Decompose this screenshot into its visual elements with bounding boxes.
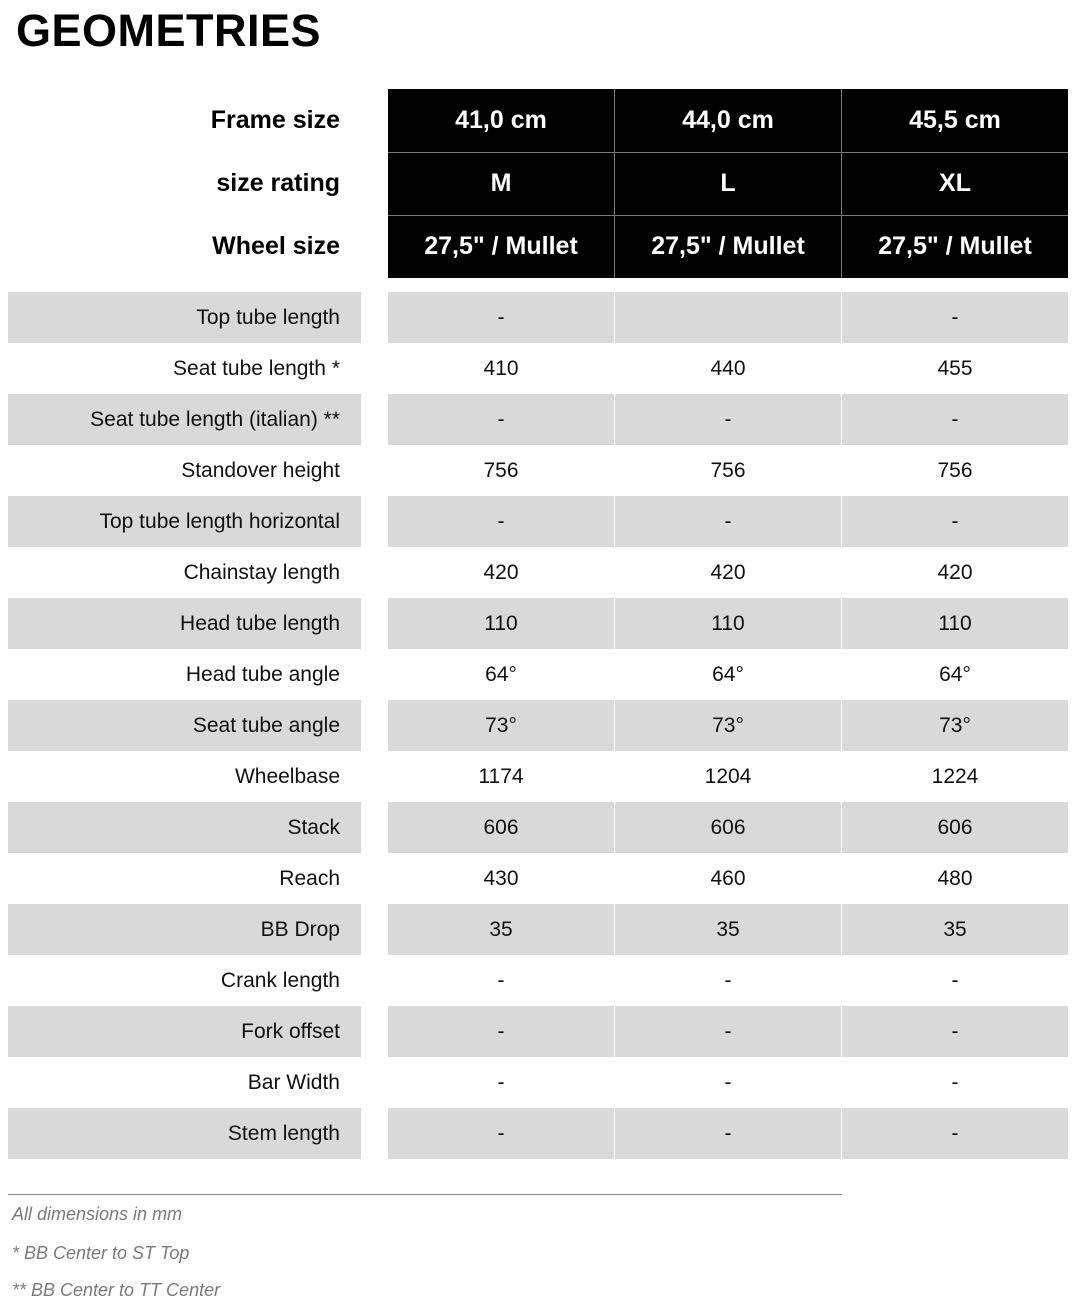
row-cell: - [842,1108,1068,1159]
row-cell: 420 [937,560,973,584]
row-cell: 110 [615,598,841,649]
table-row [0,1108,1072,1159]
row-cell: 1224 [931,764,979,788]
row-cell: - [388,496,614,547]
row-cell: - [842,292,1068,343]
page-title: GEOMETRIES [16,5,322,56]
row-cell: - [615,1006,841,1057]
row-cell: - [951,1070,959,1094]
row-cell: - [724,1070,732,1094]
row-cell: - [615,496,841,547]
footnote-units: All dimensions in mm [12,1204,183,1224]
row-label: Reach [279,866,340,890]
table-row [0,751,1072,802]
header-divider [841,89,842,278]
row-cell: - [497,968,505,992]
row-label: Stem length [8,1108,361,1159]
row-cell: 756 [937,458,973,482]
table-row [0,394,1072,445]
row-cell: 110 [388,598,614,649]
row-cell: 756 [483,458,519,482]
footnote-italian: ** BB Center to TT Center [12,1280,221,1300]
table-row [0,802,1072,853]
header-cell-size-rating: L [615,152,841,215]
row-label: Stack [8,802,361,853]
row-cell: 64° [712,662,744,686]
row-cell: - [951,968,959,992]
header-label-frame-size: Frame size [210,106,340,134]
table-row [0,292,1072,343]
row-cell: - [842,1006,1068,1057]
row-cell: - [388,1108,614,1159]
row-label: Seat tube length * [173,356,340,380]
table-row [0,1006,1072,1057]
row-label: Seat tube angle [8,700,361,751]
row-cell: - [615,1108,841,1159]
row-cell: 73° [388,700,614,751]
row-cell: 460 [710,866,746,890]
table-row [0,343,1072,394]
row-cell: 35 [615,904,841,955]
header-row-wheel-size [0,215,1072,278]
header-label-wheel-size: Wheel size [212,232,340,260]
header-divider [614,89,615,278]
row-cell: - [842,496,1068,547]
header-cell-frame-size: 44,0 cm [615,89,841,152]
row-cell: 35 [842,904,1068,955]
row-cell: 110 [842,598,1068,649]
row-label: Chainstay length [183,560,340,584]
row-cell [615,292,841,343]
row-cell: - [724,968,732,992]
row-cell: 73° [842,700,1068,751]
row-cell: 480 [937,866,973,890]
table-row [0,1057,1072,1108]
row-cell: - [388,292,614,343]
row-label: BB Drop [8,904,361,955]
header-row-frame-size [0,89,1072,152]
row-label: Wheelbase [234,764,340,788]
table-row [0,700,1072,751]
row-cell: - [842,394,1068,445]
header-cell-frame-size: 45,5 cm [842,89,1068,152]
row-cell: - [497,1070,505,1094]
table-row [0,496,1072,547]
table-row [0,445,1072,496]
row-cell: 1204 [704,764,752,788]
header-cell-size-rating: M [388,152,614,215]
row-label: Fork offset [8,1006,361,1057]
table-row [0,649,1072,700]
row-label: Top tube length horizontal [8,496,361,547]
row-cell: 64° [939,662,971,686]
row-label: Seat tube length (italian) ** [8,394,361,445]
row-label: Head tube length [8,598,361,649]
row-cell: - [388,394,614,445]
header-label-size-rating: size rating [216,169,340,197]
row-cell: 756 [710,458,746,482]
row-cell: 35 [388,904,614,955]
row-cell: 606 [615,802,841,853]
row-cell: 420 [483,560,519,584]
row-cell: - [615,394,841,445]
row-label: Top tube length [8,292,361,343]
header-cell-wheel-size: 27,5" / Mullet [388,215,614,278]
table-row [0,547,1072,598]
row-cell: 606 [388,802,614,853]
row-cell: 455 [937,356,973,380]
header-divider [388,215,1068,216]
table-row [0,853,1072,904]
row-cell: 73° [615,700,841,751]
header-cell-wheel-size: 27,5" / Mullet [615,215,841,278]
row-label: Crank length [220,968,340,992]
header-cell-size-rating: XL [842,152,1068,215]
header-divider [388,152,1068,153]
row-cell: 1174 [478,764,524,788]
header-cell-wheel-size: 27,5" / Mullet [842,215,1068,278]
row-label: Standover height [181,458,340,482]
row-cell: 430 [483,866,519,890]
row-label: Bar Width [247,1070,340,1094]
table-row [0,598,1072,649]
table-row [0,955,1072,1006]
row-cell: 64° [485,662,517,686]
header-cell-frame-size: 41,0 cm [388,89,614,152]
header-row-size-rating [0,152,1072,215]
row-cell: 606 [842,802,1068,853]
row-cell: 410 [483,356,519,380]
table-row [0,904,1072,955]
row-cell: 440 [710,356,746,380]
footnote-seat-tube: * BB Center to ST Top [12,1243,190,1263]
row-cell: - [388,1006,614,1057]
footnote-divider [8,1194,842,1195]
row-label: Head tube angle [185,662,340,686]
row-cell: 420 [710,560,746,584]
